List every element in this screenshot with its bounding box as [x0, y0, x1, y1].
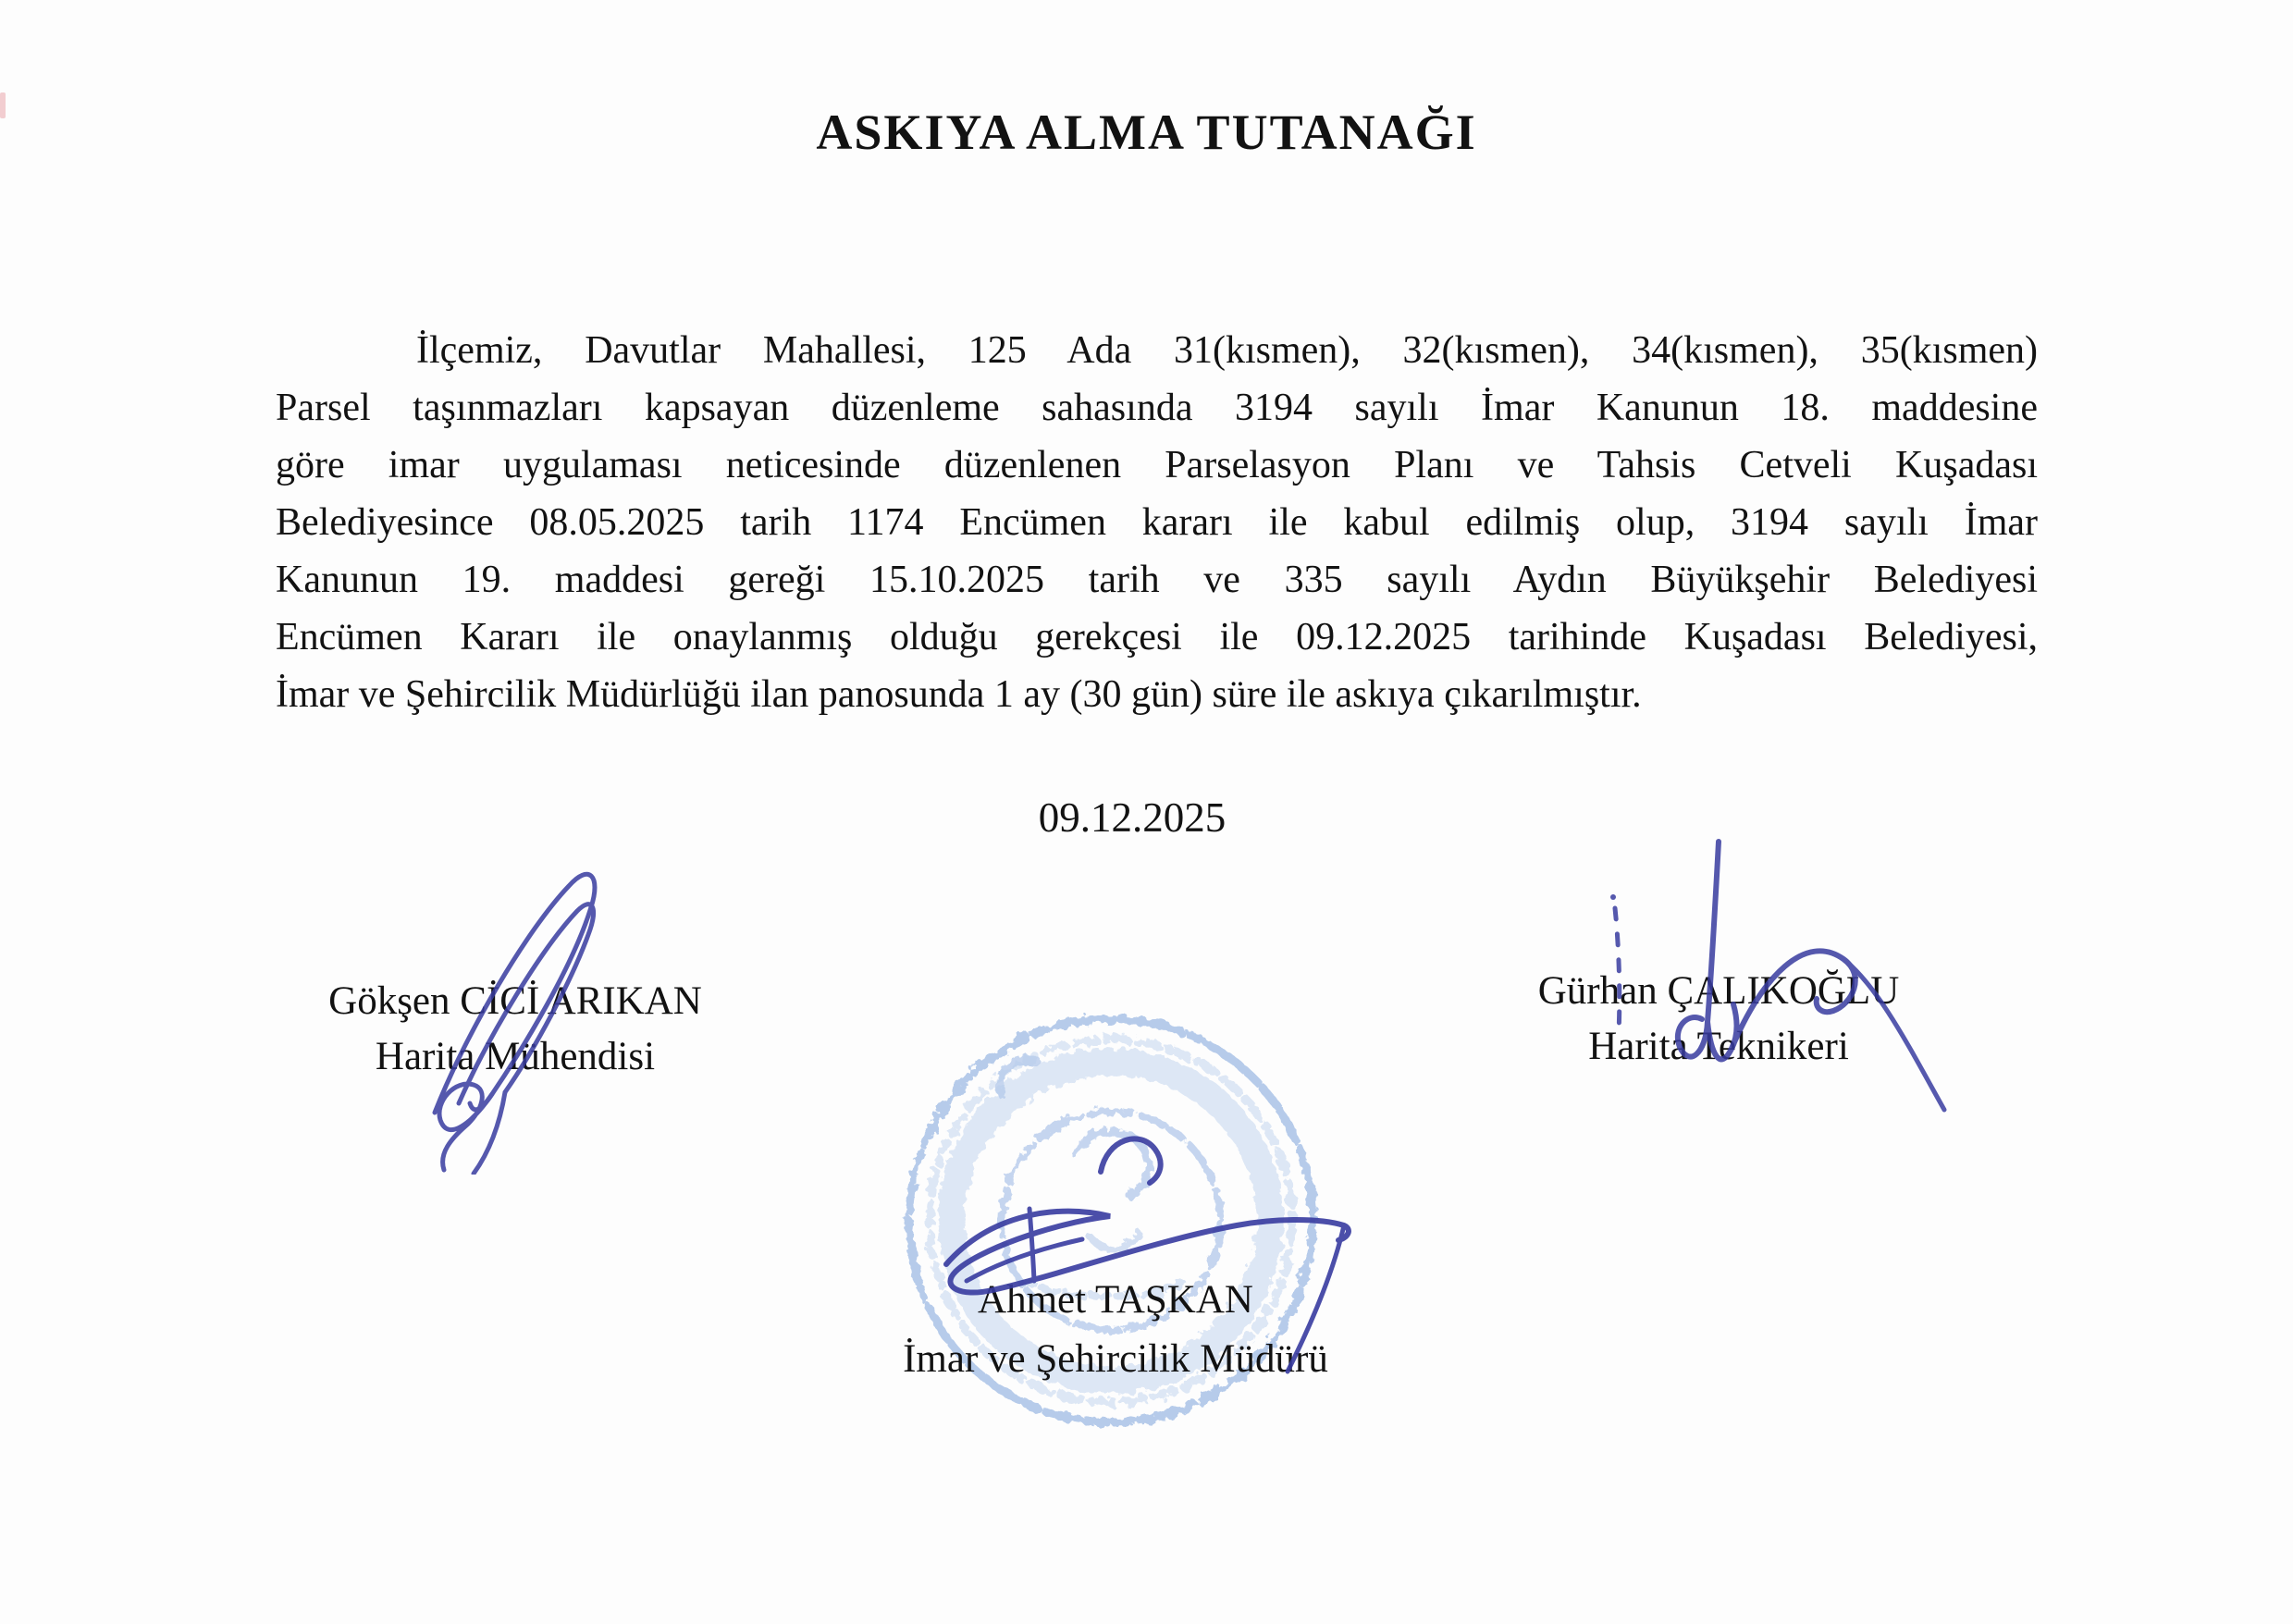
- body-line: İlçemiz, Davutlar Mahallesi, 125 Ada 31(kısmen), 32(kısmen), 34(kısmen), 35(kısmen): [416, 329, 2038, 372]
- body-line: Belediyesince 08.05.2025 tarih 1174 Encümen kararı ile kabul edilmiş olup, 3194 sayılı İmar: [276, 501, 2038, 544]
- signature-right-ink: [1572, 823, 1961, 1119]
- body-line: Parsel taşınmazları kapsayan düzenleme sahasında 3194 sayılı İmar Kanunun 18. maddesine: [276, 387, 2038, 429]
- body-paragraph: [276, 322, 2038, 723]
- signatory-right-title: Harita Teknikeri: [1588, 1025, 1849, 1068]
- signature-center-ink: [911, 1124, 1374, 1392]
- document-title: ASKIYA ALMA TUTANAĞI: [816, 105, 1477, 160]
- signatory-center-name: Ahmet TAŞKAN: [978, 1278, 1253, 1322]
- body-line: göre imar uygulaması neticesinde düzenlenen Parselasyon Planı ve Tahsis Cetveli Kuşadası: [276, 444, 2038, 486]
- signatory-left-name: Gökşen CİCİ ARIKAN: [328, 979, 702, 1023]
- signatory-left-title: Harita Mühendisi: [375, 1035, 656, 1078]
- document-date: 09.12.2025: [1038, 794, 1227, 841]
- body-line: İmar ve Şehircilik Müdürlüğü ilan panosunda 1 ay (30 gün) süre ile askıya çıkarılmıştır.: [276, 673, 1642, 716]
- signatory-right-name: Gürhan ÇALIKOĞLU: [1537, 969, 1900, 1013]
- signature-left-ink: [370, 855, 647, 1175]
- body-line: Encümen Kararı ile onaylanmış olduğu gerekçesi ile 09.12.2025 tarihinde Kuşadası Belediyesi,: [276, 616, 2038, 658]
- body-line: Kanunun 19. maddesi gereği 15.10.2025 tarih ve 335 sayılı Aydın Büyükşehir Belediyesi: [276, 559, 2038, 601]
- signatory-center-title: İmar ve Şehircilik Müdürü: [903, 1337, 1328, 1381]
